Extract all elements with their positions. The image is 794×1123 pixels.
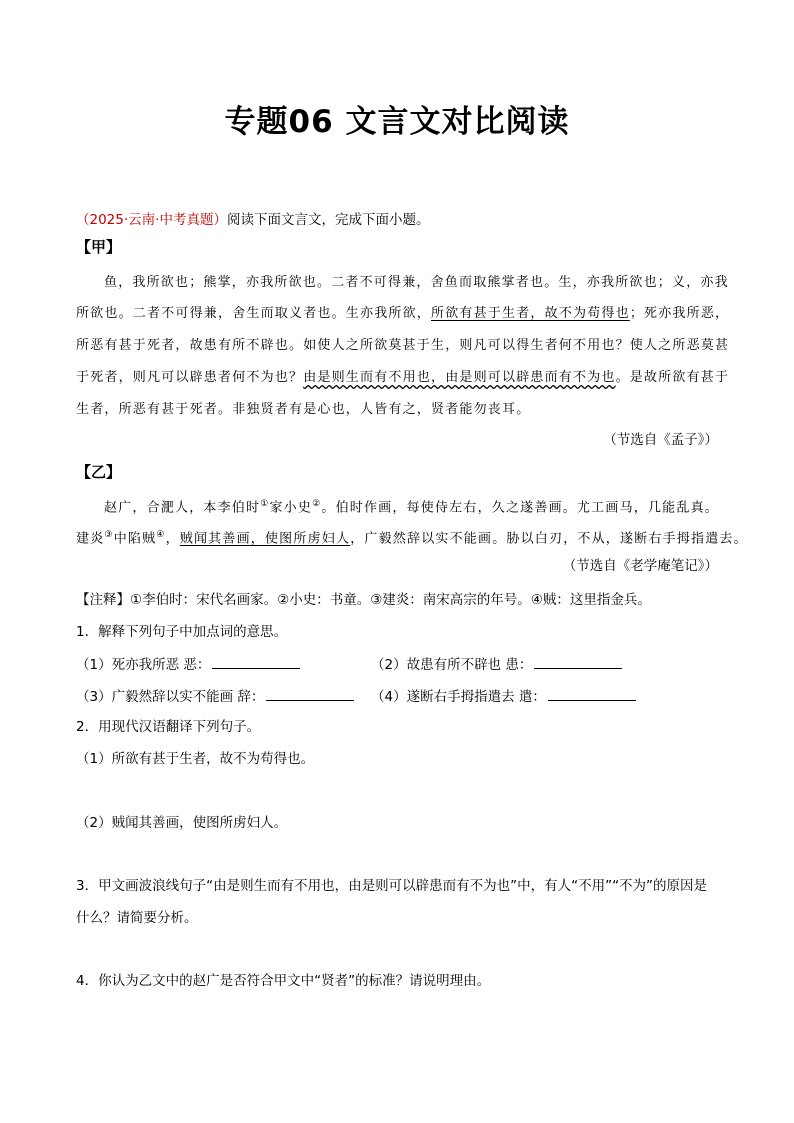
- q1-item-text: （1）死亦我所恶 恶：: [76, 657, 211, 673]
- jia-line-1: 鱼，我所欲也；熊掌，亦我所欲也。二者不可得兼，舍鱼而取熊掌者也。生，亦我所欲也；义，亦我: [104, 275, 729, 290]
- jia-label: 【甲】: [76, 238, 122, 256]
- q1-item-text: （2）故患有所不辟也 患：: [371, 657, 533, 673]
- answer-blank[interactable]: [534, 654, 622, 669]
- answer-blank[interactable]: [266, 686, 354, 701]
- q4: 4．你认为乙文中的赵广是否符合甲文中“贤者”的标准？请说明理由。: [76, 973, 491, 989]
- yi-text: ，: [165, 531, 180, 547]
- intro-line: [76, 210, 429, 230]
- yi-text: 建炎: [76, 531, 105, 547]
- yi-text: 家小史: [269, 500, 313, 516]
- jia-line-4-tail: 。是故所欲有甚于: [615, 370, 730, 385]
- yi-text: 赵广，合淝人，本李伯时: [104, 500, 261, 516]
- q1-item-4: [371, 686, 636, 707]
- yi-text: 。伯时作画，每使侍左右，久之遂善画。尤工画马，几能乱真。: [321, 500, 719, 516]
- jia-line-2-tail: ；死亦我所恶，: [629, 306, 730, 321]
- note-marker: ④: [156, 530, 166, 540]
- underlined-sentence: 贼闻其善画，使图所虏妇人: [179, 531, 351, 547]
- instruction: 阅读下面文言文，完成下面小题。: [226, 212, 430, 228]
- jia-line-5: 生者，所恶有甚于死者。非独贤者有是心也，人皆有之，贤者能勿丧耳。: [76, 402, 531, 417]
- q1-item-text: （4）遂断右手拇指遣去 遣：: [371, 689, 546, 705]
- source-tag: （2025·云南·中考真题）: [76, 212, 227, 228]
- q2-item-2: （2）贼闻其善画，使图所虏妇人。: [76, 815, 288, 831]
- yi-text: ，广毅然辞以实不能画。胁以白刃，不从，遂断右手拇指遣去。: [350, 531, 748, 547]
- jia-source: （节选自《孟子》）: [603, 432, 718, 448]
- underlined-sentence: 所欲有甚于生者，故不为苟得也: [431, 306, 630, 321]
- q2-item-1: （1）所欲有甚于生者，故不为苟得也。: [76, 751, 315, 767]
- note-marker: ①: [260, 499, 270, 509]
- q1-stem: 1．解释下列句子中加点词的意思。: [76, 624, 288, 640]
- jia-line-4: [76, 368, 729, 388]
- page-title: 专题06 文言文对比阅读: [224, 104, 570, 140]
- answer-blank[interactable]: [212, 654, 300, 669]
- q1-item-1: [76, 654, 300, 675]
- yi-line-2: [76, 525, 748, 549]
- yi-line-1: [104, 494, 719, 518]
- jia-line-3: 所恶有甚于死者，故患有所不辟也。如使人之所欲莫甚于生，则凡可以得生者何不用也？使人之所恶莫甚: [76, 338, 730, 353]
- q3-line-1: 3．甲文画波浪线句子“由是则生而有不用也，由是则可以辟患而有不为也”中，有人“不用”“不为”的原因是: [76, 878, 708, 894]
- answer-blank[interactable]: [548, 686, 636, 701]
- yi-label: 【乙】: [76, 463, 122, 481]
- q3-line-2: 什么？请简要分析。: [76, 910, 198, 926]
- jia-line-2-text: 所欲也。二者不可得兼，舍生而取义者也。生亦我所欲，: [76, 306, 432, 321]
- yi-text: 中陷贼: [113, 531, 157, 547]
- notes: 【注释】①李伯时：宋代名画家。②小史：书童。③建炎：南宋高宗的年号。④贼：这里指金兵。: [76, 592, 651, 608]
- q2-stem: 2．用现代汉语翻译下列句子。: [76, 719, 261, 735]
- jia-line-2: [76, 304, 729, 324]
- note-marker: ③: [104, 530, 114, 540]
- jia-line-4-text: 于死者，则凡可以辟患者何不为也？: [76, 370, 304, 385]
- q1-item-text: （3）广毅然辞以实不能画 辞：: [76, 689, 265, 705]
- note-marker: ②: [312, 499, 322, 509]
- yi-source: （节选自《老学庵笔记》）: [562, 558, 718, 574]
- q1-item-3: [76, 686, 354, 707]
- q1-item-2: [371, 654, 622, 675]
- wavy-sentence: 由是则生而有不用也，由是则可以辟患而有不为也: [303, 370, 616, 385]
